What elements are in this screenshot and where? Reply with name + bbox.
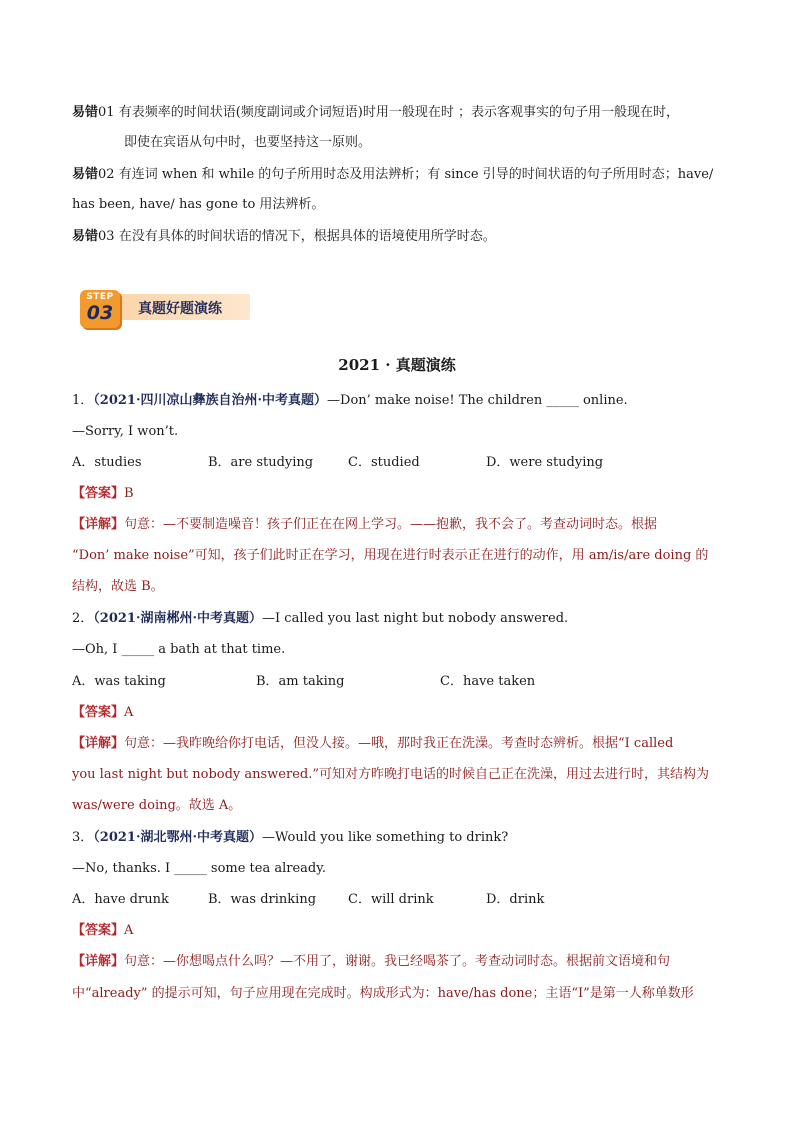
step-word: STEP [86,292,114,302]
detail-text: 句意：—不要制造噪音！孩子们正在在网上学习。——抱歉，我不会了。考查动词时态。根据 [124,517,658,532]
question-2-answer [72,704,133,722]
note-02-line-2: has been, have/ has gone to 用法辨析。 [72,197,325,212]
detail-tag: 【详解】 [72,517,125,532]
detail-tag: 【详解】 [72,954,125,969]
step-number-badge [80,290,120,328]
question-1-stem [72,392,628,410]
answer-value: A [124,923,134,938]
note-label: 易错 [72,229,99,244]
step-number: 03 [86,302,114,324]
detail-tag: 【详解】 [72,736,125,751]
step-title-bar [100,294,250,320]
note-label: 易错 [72,105,99,120]
note-text: 在没有具体的时间状语的情况下，根据具体的语境使用所学时态。 [118,229,496,244]
answer-tag: 【答案】 [72,705,125,720]
detail-text: 句意：—我昨晚给你打电话，但没人接。—哦，那时我正在洗澡。考查时态辨析。根据“I called [124,736,674,751]
question-1-detail-line-2: “Don’ make noise”可知，孩子们此时正在学习，用现在进行时表示正在进行的动作，用 am/is/are doing 的 [72,548,709,563]
question-1-option-d[interactable]: D．were studying [486,455,604,470]
question-3-option-b[interactable]: B．was drinking [208,892,317,907]
step-badge [80,290,252,326]
question-1-detail-line-3: 结构，故选 B。 [72,579,164,594]
question-3-detail-line-2: 中“already” 的提示可知，句子应用现在完成时。构成形式为：have/has done；主语“I”是第一人称单数形 [72,986,694,1001]
question-2-detail-line-1 [72,735,673,753]
note-02-line-1 [72,166,713,184]
note-number: 01 [98,105,115,120]
question-2-detail-line-3: was/were doing。故选 A。 [72,798,242,813]
note-number: 03 [98,229,115,244]
note-number: 02 [98,167,115,182]
question-2-option-c[interactable]: C．have taken [440,674,536,689]
question-1-answer [72,485,134,503]
question-3-answer [72,922,133,940]
question-number: 1． [72,393,94,408]
question-3-option-a[interactable]: A．have drunk [72,892,169,907]
question-2-detail-line-2: you last night but nobody answered.”可知对方昨晚打电话的时候自己正在洗澡，用过去进行时，其结构为 [72,767,710,782]
question-2-reply: —Oh, I _____ a bath at that time. [72,642,286,657]
question-3-stem [72,829,508,847]
question-stem: —Would you like something to drink? [262,830,509,845]
step-title: 真题好题演练 [138,301,222,317]
question-number: 2． [72,611,94,626]
question-source: （2021·湖南郴州·中考真题） [93,611,263,626]
question-source: （2021·湖北鄂州·中考真题） [93,830,263,845]
question-stem: —I called you last night but nobody answered. [262,611,569,626]
detail-text: 句意：—你想喝点什么吗？—不用了，谢谢。我已经喝茶了。考查动词时态。根据前文语境和句 [124,954,671,969]
question-3-detail-line-1 [72,953,670,971]
note-label: 易错 [72,167,99,182]
section-title: 2021 · 真题演练 [338,356,456,374]
note-03-line-1 [72,228,496,246]
answer-value: B [124,486,134,501]
question-stem: —Don’ make noise! The children _____ online. [327,393,628,408]
question-2-option-b[interactable]: B．am taking [256,674,345,689]
question-1-option-a[interactable]: A．studies [72,455,142,470]
question-1-reply: —Sorry, I won’t. [72,424,179,439]
question-number: 3． [72,830,94,845]
question-3-reply: —No, thanks. I _____ some tea already. [72,861,326,876]
answer-tag: 【答案】 [72,923,125,938]
question-source: （2021·四川凉山彝族自治州·中考真题） [93,393,328,408]
question-1-option-c[interactable]: C．studied [348,455,420,470]
question-2-option-a[interactable]: A．was taking [72,674,166,689]
question-3-option-d[interactable]: D．drink [486,892,545,907]
note-01-line-1 [72,104,679,122]
note-text: 有连词 when 和 while 的句子所用时态及用法辨析；有 since 引导的时间状语的句子所用时态；have/ [118,167,714,182]
question-1-detail-line-1 [72,516,657,534]
answer-tag: 【答案】 [72,486,125,501]
answer-value: A [124,705,134,720]
question-1-option-b[interactable]: B．are studying [208,455,314,470]
note-01-line-2: 即使在宾语从句中时，也要坚持这一原则。 [124,135,372,150]
question-3-option-c[interactable]: C．will drink [348,892,434,907]
question-2-stem [72,610,568,628]
note-text: 有表频率的时间状语(频度副词或介词短语)时用一般现在时 ；表示客观事实的句子用一般现在时， [118,105,679,120]
